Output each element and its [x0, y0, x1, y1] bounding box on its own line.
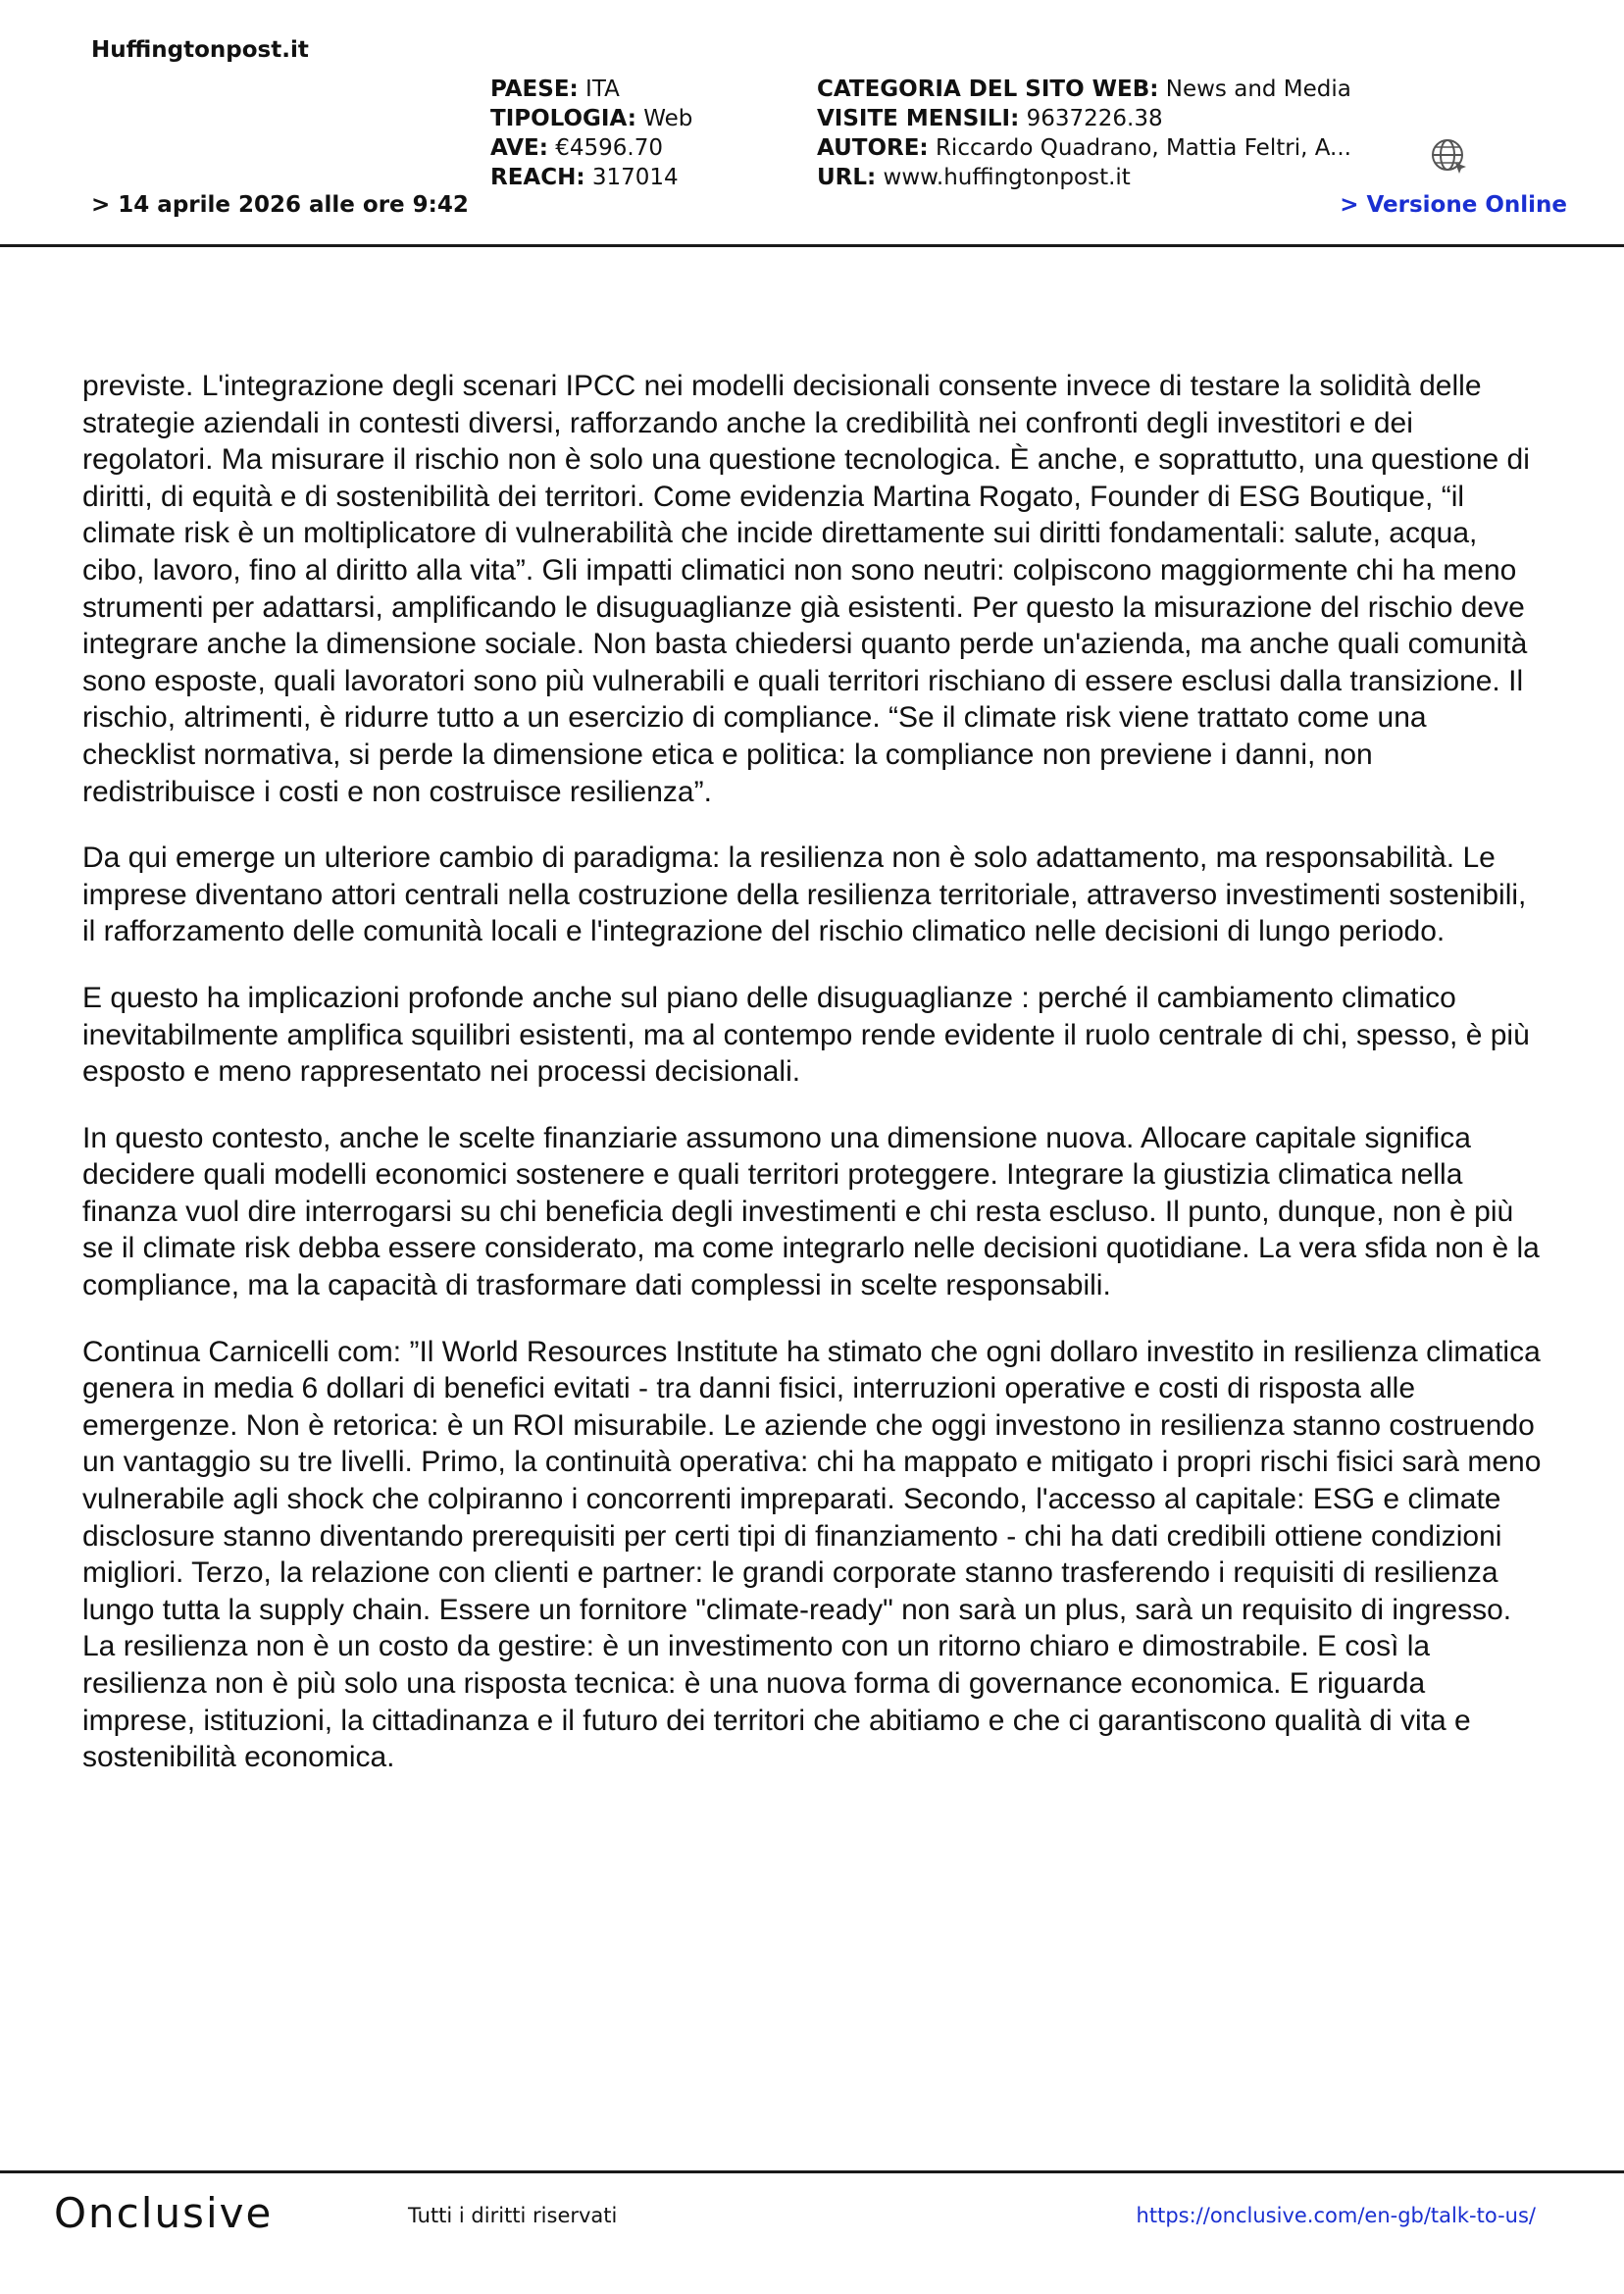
meta-author: AUTORE: Riccardo Quadrano, Mattia Feltri, A... — [817, 135, 1351, 161]
footer-divider — [0, 2170, 1624, 2173]
meta-type: TIPOLOGIA: Web — [490, 106, 693, 131]
article-paragraph: In questo contesto, anche le scelte finanziarie assumono una dimensione nuova. Allocare capitale significa decidere quali modelli economici sostenere e quali territori proteggere. Integrare la giustizia climatica nella finanza vuol dire interrogarsi su chi beneficia degli investimenti e chi resta escluso. Il punto, dunque, non è più se il climate risk debba essere considerato, ma come integrarlo nelle decisioni quotidiane. La vera sfida non è la compliance, ma la capacità di trasformare dati complessi in scelte responsabili. — [82, 1121, 1540, 1302]
meta-reach: REACH: 317014 — [490, 165, 679, 190]
article-paragraph: Continua Carnicelli com: ”Il World Resources Institute ha stimato che ogni dollaro investito in resilienza climatica genera in media 6 dollari di benefici evitati - tra danni fisici, interruzioni operative e costi di risposta alle emergenze. Non è retorica: è un ROI misurabile. Le aziende che oggi investono in resilienza stanno costruendo un vantaggio su tre livelli. Primo, la continuità operativa: chi ha mappato e mitigato i propri rischi fisici sarà meno vulnerabile agli shock che colpiranno i concorrenti impreparati. Secondo, l'accesso al capitale: ESG e climate disclosure stanno diventando prerequisiti per certi tipi di finanziamento - chi ha dati credibili ottiene condizioni migliori. Terzo, la relazione con clienti e partner: le grandi corporate stanno trasferendo i requisiti di resilienza lungo tutta la supply chain. Essere un fornitore "climate-ready" non sarà un plus, sarà un requisito di ingresso. La resilienza non è un costo da gestire: è un investimento con un ritorno chiaro e dimostrabile. E così la resilienza non è più solo una risposta tecnica: è una nuova forma di governance economica. E riguarda imprese, istituzioni, la cittadinanza e il futuro dei territori che abitiamo e che ci garantiscono qualità di vita e sostenibilità economica. — [82, 1335, 1542, 1774]
globe-icon[interactable] — [1430, 137, 1469, 177]
onclusive-logo: Onclusive — [54, 2189, 274, 2237]
article-paragraph: Da qui emerge un ulteriore cambio di paradigma: la resilienza non è solo adattamento, ma responsabilità. Le imprese diventano attori centrali nella costruzione della resilienza territoriale, attraverso investimenti sostenibili, il rafforzamento delle comunità locali e l'integrazione del rischio climatico nelle decisioni di lungo periodo. — [82, 841, 1527, 948]
document-header — [0, 0, 1624, 245]
article-paragraph: previste. L'integrazione degli scenari IPCC nei modelli decisionali consente invece di testare la solidità delle strategie aziendali in contesti diversi, rafforzando anche la credibilità nei confronti degli investitori e dei regolatori. Ma misurare il rischio non è solo una questione tecnologica. È anche, e soprattutto, una questione di diritti, di equità e di sostenibilità dei territori. Come evidenzia Martina Rogato, Founder di ESG Boutique, “il climate risk è un moltiplicatore di vulnerabilità che incide direttamente sui diritti fondamentali: salute, acqua, cibo, lavoro, fino al diritto alla vita”. Gli impatti climatici non sono neutri: colpiscono maggiormente chi ha meno strumenti per adattarsi, amplificando le disuguaglianze già esistenti. Per questo la misurazione del rischio deve integrare anche la dimensione sociale. Non basta chiedersi quanto perde un'azienda, ma anche quali comunità sono esposte, quali lavoratori sono più vulnerabili e quali territori rischiano di essere esclusi dalla transizione. Il rischio, altrimenti, è ridurre tutto a un esercizio di compliance. “Se il climate risk viene trattato come una checklist normativa, si perde la dimensione etica e politica: la compliance non previene i danni, non redistribuisce i costi e non costruisce resilienza”. — [82, 370, 1530, 808]
article-paragraph: E questo ha implicazioni profonde anche sul piano delle disuguaglianze : perché il cambiamento climatico inevitabilmente amplifica squilibri esistenti, ma al contempo rende evidente il ruolo centrale di chi, spesso, è più esposto e meno rappresentato nei processi decisionali. — [82, 981, 1530, 1089]
meta-column-right — [817, 75, 1351, 192]
meta-ave: AVE: €4596.70 — [490, 135, 664, 161]
online-version-link[interactable]: > Versione Online — [1340, 192, 1567, 218]
source-name: Huffingtonpost.it — [91, 37, 309, 63]
footer-link[interactable]: https://onclusive.com/en-gb/talk-to-us/ — [1136, 2204, 1536, 2227]
publication-date: > 14 aprile 2026 alle ore 9:42 — [91, 192, 469, 218]
header-divider — [0, 244, 1624, 247]
meta-country: PAESE: ITA — [490, 76, 620, 102]
meta-monthly-visits: VISITE MENSILI: 9637226.38 — [817, 106, 1163, 131]
rights-notice: Tutti i diritti riservati — [408, 2204, 618, 2227]
article-body — [82, 368, 1544, 1806]
meta-category: CATEGORIA DEL SITO WEB: News and Media — [817, 76, 1351, 102]
meta-url: URL: www.huffingtonpost.it — [817, 165, 1131, 190]
meta-column-left — [490, 75, 692, 192]
